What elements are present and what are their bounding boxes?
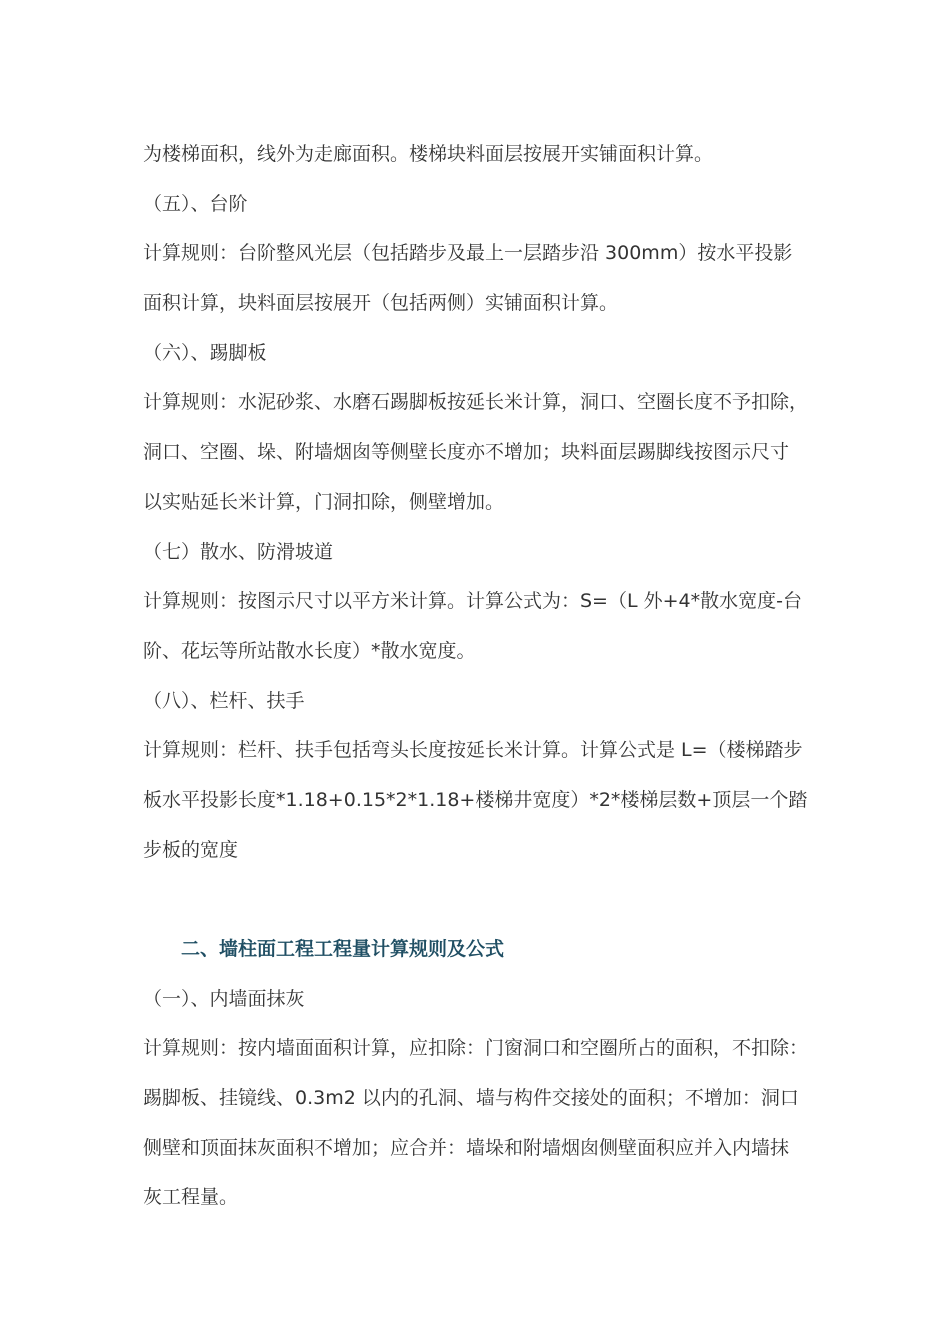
text-line: 灰工程量。 (143, 1186, 239, 1209)
section-title-7: （七）散水、防滑坡道 (143, 540, 334, 563)
document-page (143, 130, 808, 1223)
text-line: 计算规则：按图示尺寸以平方米计算。计算公式为：S=（L 外+4*散水宽度-台 (143, 590, 802, 613)
chapter-heading: 二、墙柱面工程工程量计算规则及公式 (181, 938, 505, 960)
section-title-8: （八）、栏杆、扶手 (143, 689, 305, 712)
text-line: 踢脚板、挂镜线、0.3m2 以内的孔洞、墙与构件交接处的面积；不增加：洞口 (143, 1087, 799, 1110)
text-line: 洞口、空圈、垛、附墙烟囱等侧壁长度亦不增加；块料面层踢脚线按图示尺寸 (143, 441, 790, 464)
text-line: 计算规则：台阶整风光层（包括踏步及最上一层踏步沿 300mm）按水平投影 (143, 242, 793, 265)
blank-line (143, 875, 808, 925)
text-line: 计算规则：栏杆、扶手包括弯头长度按延长米计算。计算公式是 L=（楼梯踏步 (143, 739, 803, 762)
text-line: 为楼梯面积，线外为走廊面积。楼梯块料面层按展开实铺面积计算。 (143, 143, 714, 165)
text-line: 步板的宽度 (143, 838, 239, 861)
text-line: 计算规则：水泥砂浆、水磨石踢脚板按延长米计算，洞口、空圈长度不予扣除， (143, 391, 808, 414)
text-line: 板水平投影长度*1.18+0.15*2*1.18+楼梯井宽度）*2*楼梯层数+顶层一个踏 (143, 788, 808, 811)
section-title-5: （五）、台阶 (143, 192, 248, 215)
text-line: 面积计算，块料面层按展开（包括两侧）实铺面积计算。 (143, 292, 619, 315)
section-title-1: （一）、内墙面抹灰 (143, 987, 305, 1010)
text-line: 以实贴延长米计算，门洞扣除，侧壁增加。 (143, 490, 505, 513)
section-title-6: （六）、踢脚板 (143, 341, 267, 364)
text-line: 侧壁和顶面抹灰面积不增加；应合并：墙垛和附墙烟囱侧壁面积应并入内墙抹 (143, 1136, 790, 1159)
text-line: 阶、花坛等所站散水长度）*散水宽度。 (143, 639, 476, 662)
text-line: 计算规则：按内墙面面积计算，应扣除：门窗洞口和空圈所占的面积，不扣除： (143, 1037, 808, 1060)
